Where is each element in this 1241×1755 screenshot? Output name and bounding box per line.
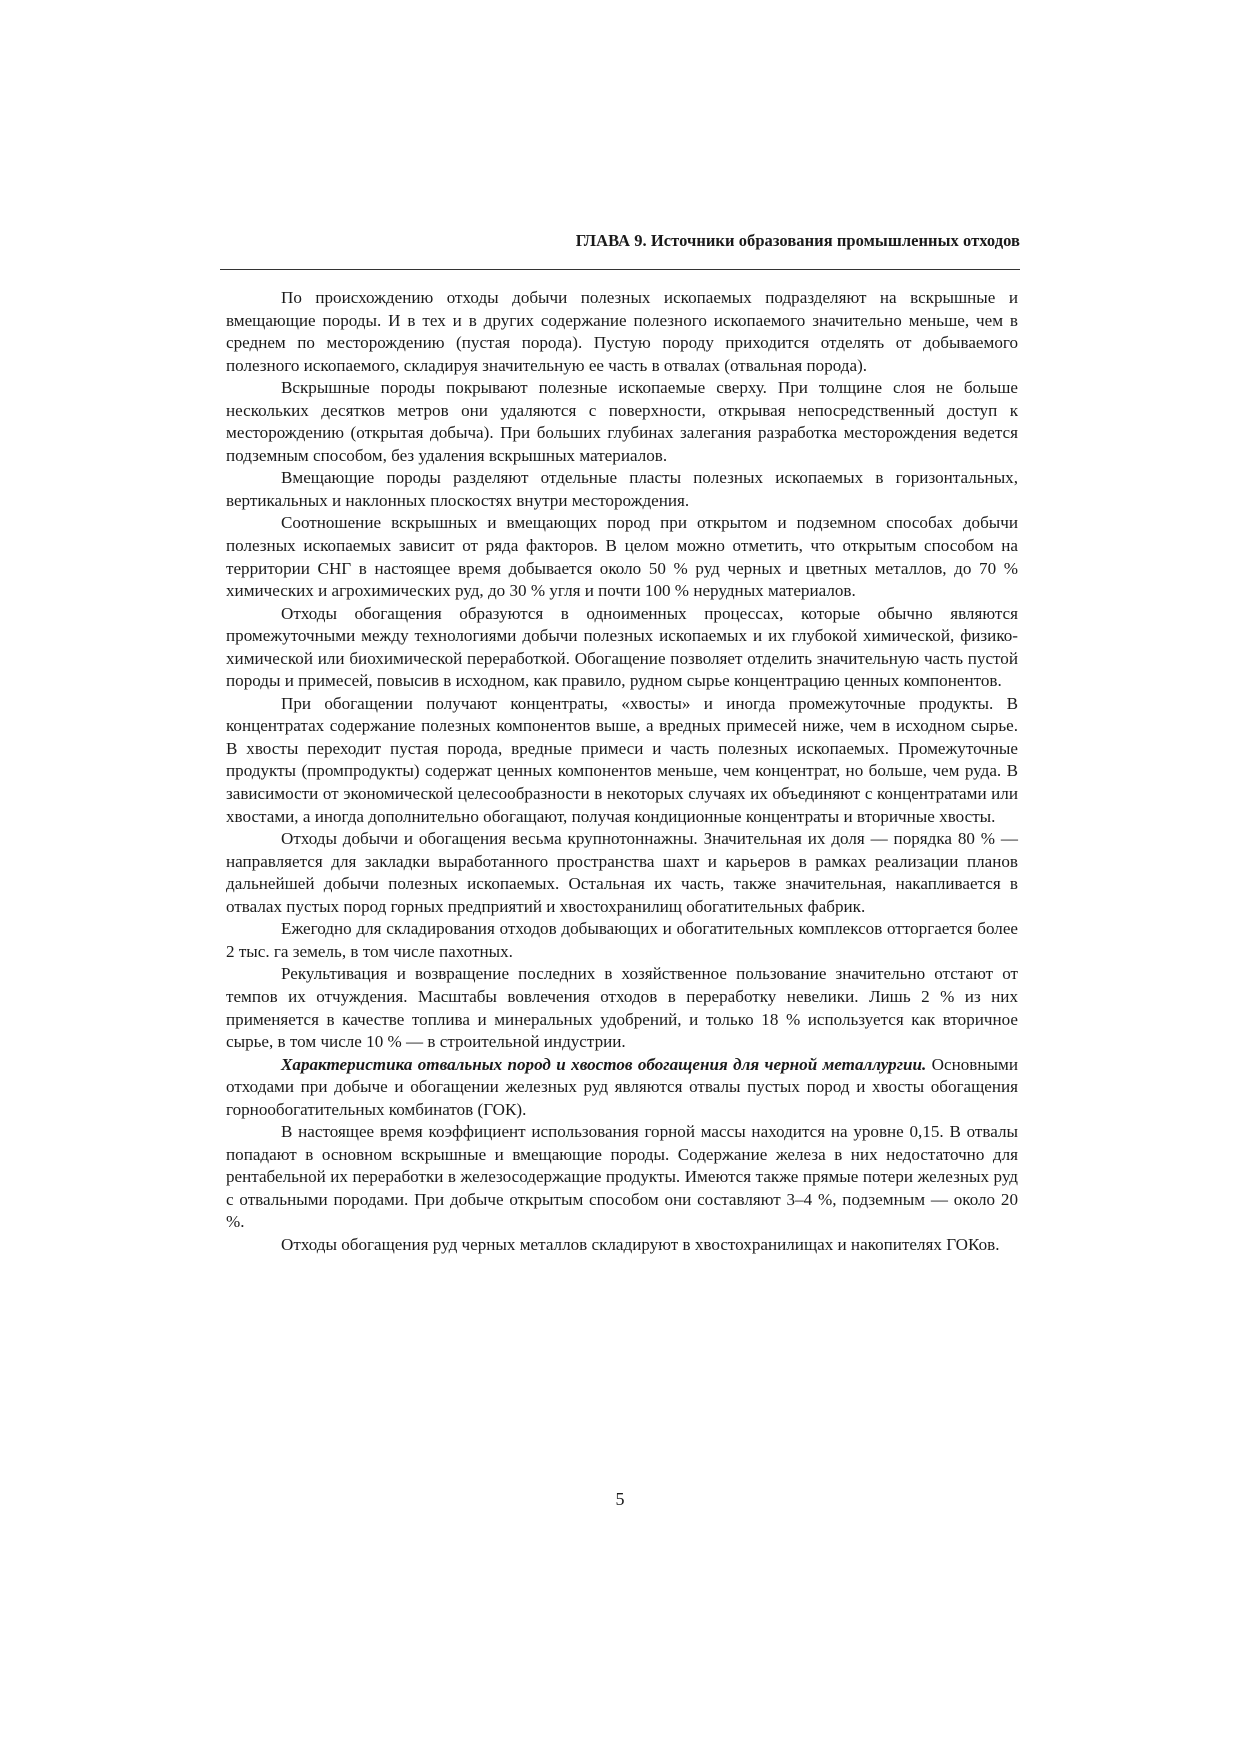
paragraph-land-use: Ежегодно для складирования отходов добывающих и обогатительных комплексов отторгается более 2 тыс. га земель, в том числе пахотных. (226, 919, 1018, 961)
paragraph-mining-ratio: Соотношение вскрышных и вмещающих пород при открытом и подземном способах добычи полезных ископаемых зависит от ряда факторов. В целом можно отметить, что открытым способом на территории СНГ в настоящее время добывается около 50 % руд черных и цветных металлов, до 70 % химических и агрохимических руд, до 30 % угля и почти 100 % нерудных материалов. (226, 513, 1018, 601)
header-divider (220, 269, 1020, 270)
paragraph-concentrates-tailings: При обогащении получают концентраты, «хвосты» и иногда промежуточные продукты. В концентратах содержание полезных компонентов выше, а вредных примесей ниже, чем в исходном сырье. В хвосты переходит пустая порода, вредные примеси и часть полезных ископаемых. Промежуточные продукты (промпродукты) содержат ценных компонентов меньше, чем концентрат, но больше, чем руда. В зависимости от экономической целесообразности в некоторых случаях их объединяют с концентратами или хвостами, а иногда дополнительно обогащают, получая кондиционные концентраты и вторичные хвосты. (226, 693, 1018, 826)
section-text: Основными отходами при добыче и обогащении железных руд являются отвалы пустых пород и хвосты обогащения горнообогатительных комбинатов (ГОК). (226, 1054, 1018, 1119)
paragraph-origin-of-waste: По происхождению отходы добычи полезных ископаемых подразделяют на вскрышные и вмещающие породы. И в тех и в других содержание полезного ископаемого значительно меньше, чем в среднем по месторождению (пустая порода). Пустую породу приходится отделять от добываемого полезного ископаемого, складируя значительную ее часть в отвалах (отвальная порода). (226, 288, 1018, 375)
running-head-title: ГЛАВА 9. Источники образования промышленных отходов (575, 231, 1020, 250)
paragraph-utilization-coefficient: В настоящее время коэффициент использования горной массы находится на уровне 0,15. В отвалы попадают в основном вскрышные и вмещающие породы. Содержание железа в них недостаточно для рентабельной их переработки в железосодержащие продукты. Имеются также прямые потери железных руд с отвальными породами. При добыче открытым способом они составляют 3–4 %, подземным — около 20 %. (226, 1122, 1018, 1232)
page-number: 5 (615, 1489, 625, 1509)
paragraph-overburden: Вскрышные породы покрывают полезные ископаемые сверху. При толщине слоя не больше нескольких десятков метров они удаляются с поверхности, открывая непосредственный доступ к месторождению (открытая добыча). При больших глубинах залегания разработка месторождения ведется подземным способом, без удаления вскрышных материалов. (226, 378, 1018, 465)
paragraph-host-rocks: Вмещающие породы разделяют отдельные пласты полезных ископаемых в горизонтальных, вертикальных и наклонных плоскостях внутри месторождения. (226, 468, 1018, 510)
page-body (226, 287, 1018, 1257)
section-lead-in: Характеристика отвальных пород и хвостов обогащения для черной металлургии. (281, 1054, 927, 1074)
paragraph-recultivation: Рекультивация и возвращение последних в хозяйственное пользование значительно отстают от темпов их отчуждения. Масштабы вовлечения отходов в переработку невелики. Лишь 2 % из них применяется в качестве топлива и минеральных удобрений, и только 18 % используется как вторичное сырье, в том числе 10 % — в строительной индустрии. (226, 964, 1018, 1052)
paragraph-beneficiation-waste: Отходы обогащения образуются в одноименных процессах, которые обычно являются промежуточными между технологиями добычи полезных ископаемых и их глубокой химической, физико-химической или биохимической переработкой. Обогащение позволяет отделить значительную часть пустой породы и примесей, повысив в исходном, как правило, рудном сырье концентрацию ценных компонентов. (226, 603, 1018, 691)
paragraph-ferrous-metallurgy-section (226, 1054, 1018, 1122)
paragraph-tailings-storage: Отходы обогащения руд черных металлов складируют в хвостохранилищах и накопителях ГОКов. (281, 1234, 1000, 1254)
paragraph-waste-volume: Отходы добычи и обогащения весьма крупнотоннажны. Значительная их доля — порядка 80 % — направляется для закладки выработанного пространства шахт и карьеров в рамках реализации планов дальнейшей добычи полезных ископаемых. Остальная их часть, также значительная, накапливается в отвалах пустых пород горных предприятий и хвостохранилищ обогатительных фабрик. (226, 829, 1018, 916)
